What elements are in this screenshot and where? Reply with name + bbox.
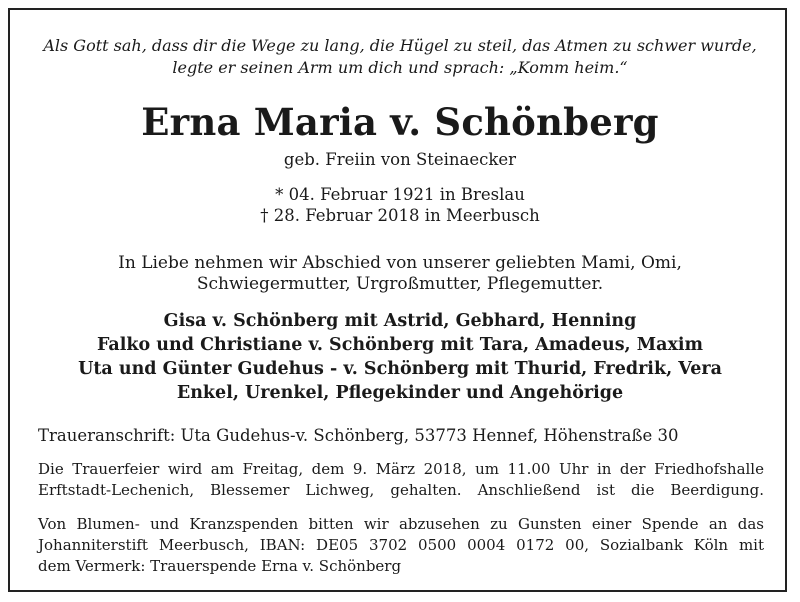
mourner-line-2: Falko und Christiane v. Schönberg mit Tara, Amadeus, Maxim	[96, 335, 704, 355]
mourner-line-1: Gisa v. Schönberg mit Astrid, Gebhard, Henning	[163, 311, 637, 331]
mourner-line-3: Uta und Günter Gudehus - v. Schönberg mit Thurid, Fredrik, Vera	[78, 359, 722, 379]
mourner-line-4: Enkel, Urenkel, Pflegekinder und Angehörige	[176, 383, 624, 403]
quote-line-1: Als Gott sah, dass dir die Wege zu lang, die Hügel zu steil, das Atmen zu schwer wurde,	[43, 36, 757, 55]
farewell-line-1: In Liebe nehmen wir Abschied von unserer geliebten Mami, Omi,	[118, 253, 682, 273]
ceremony-line-1: Die Trauerfeier wird am Freitag, dem 9. März 2018, um 11.00 Uhr in der Friedhofshalle	[38, 460, 764, 478]
birth-name: geb. Freiin von Steinaecker	[283, 150, 517, 169]
donation-line-3: dem Vermerk: Trauerspende Erna v. Schönberg	[38, 557, 402, 575]
death-date: † 28. Februar 2018 in Meerbusch	[260, 206, 540, 225]
mourning-address: Traueranschrift: Uta Gudehus-v. Schönberg, 53773 Hennef, Höhenstraße 30	[38, 426, 679, 445]
donation-line-1: Von Blumen- und Kranzspenden bitten wir abzusehen zu Gunsten einer Spende an das	[38, 515, 764, 533]
farewell-line-2: Schwiegermutter, Urgroßmutter, Pflegemutter.	[196, 274, 604, 294]
quote-line-2: legte er seinen Arm um dich und sprach: „Komm heim.“	[172, 58, 628, 77]
birth-date: * 04. Februar 1921 in Breslau	[275, 185, 525, 204]
notice-border	[8, 8, 787, 592]
deceased-name: Erna Maria v. Schönberg	[141, 100, 659, 144]
donation-line-2: Johanniterstift Meerbusch, IBAN: DE05 3702 0500 0004 0172 00, Sozialbank Köln mit	[38, 536, 764, 554]
ceremony-line-2: Erftstadt-Lechenich, Blessemer Lichweg, gehalten. Anschließend ist die Beerdigung.	[38, 481, 764, 499]
